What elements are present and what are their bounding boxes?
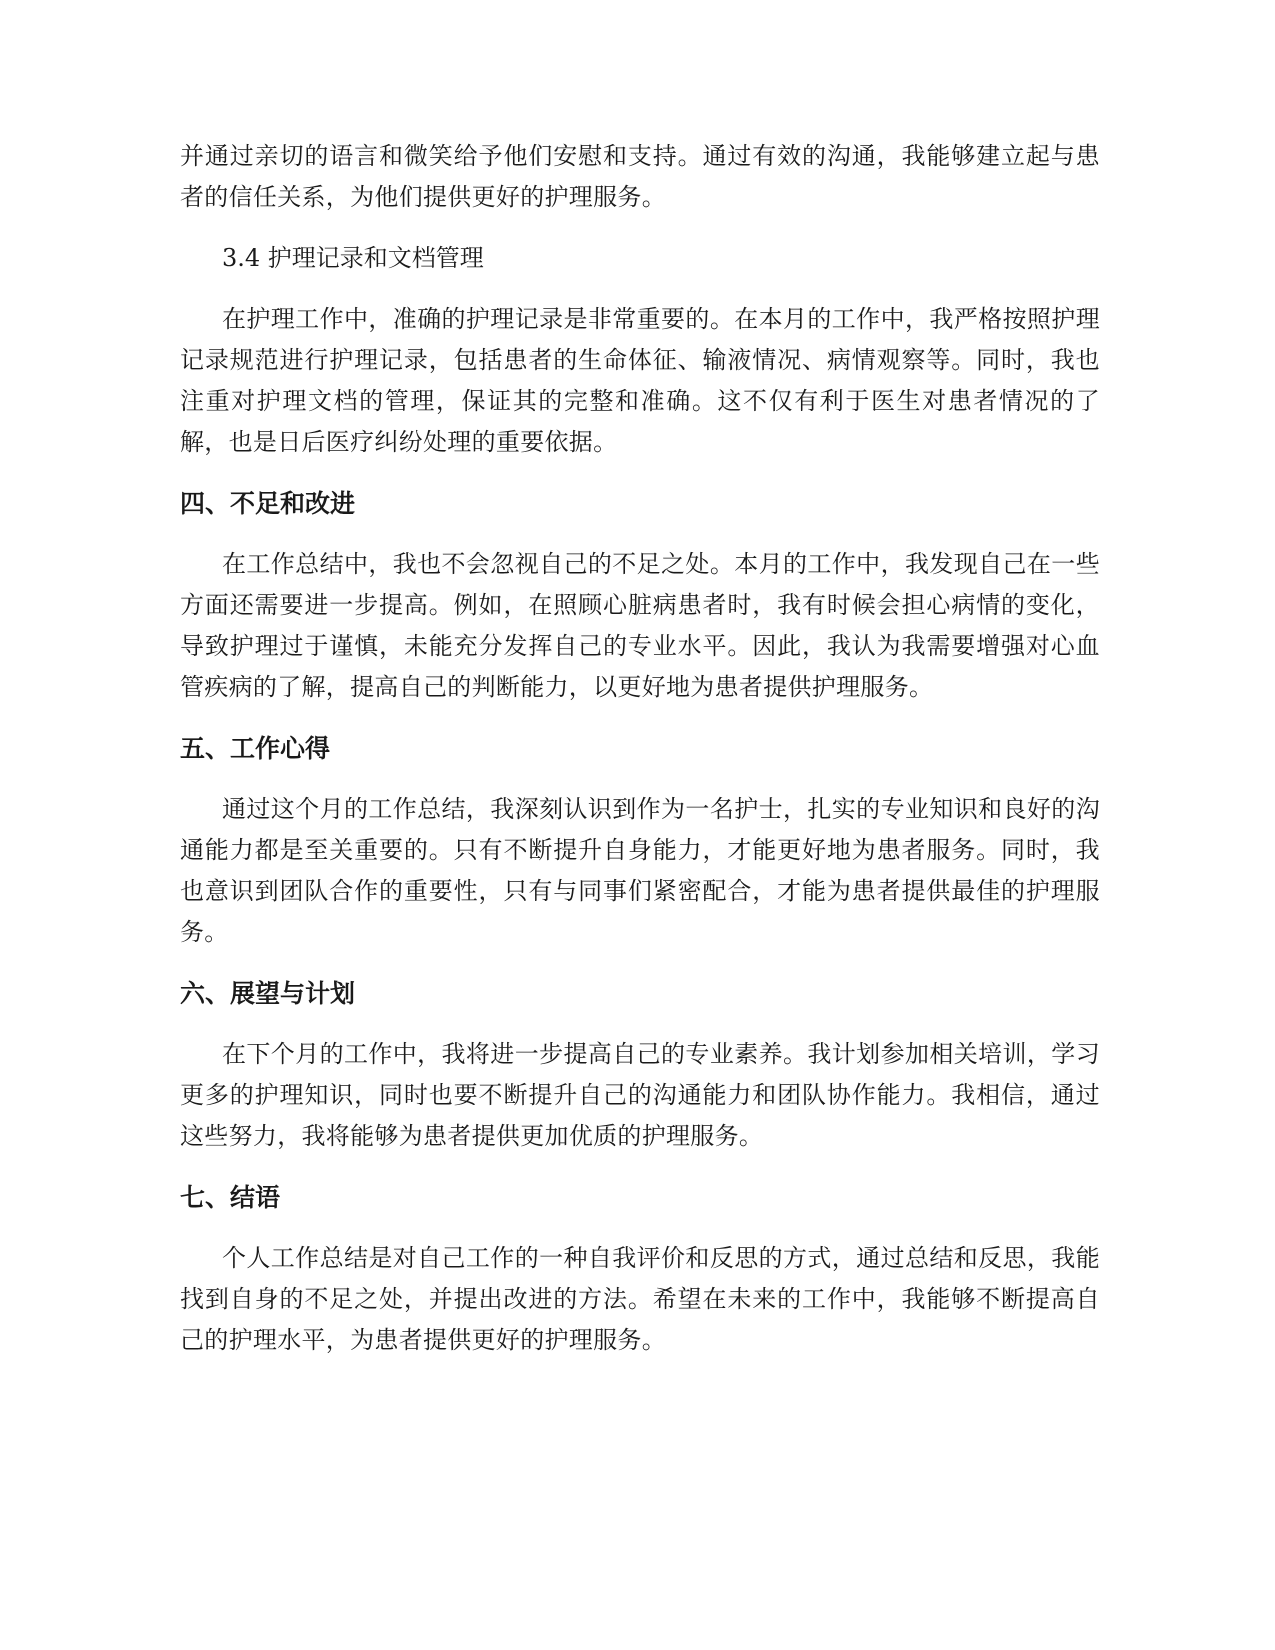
- heading-section-7: 七、结语: [180, 1183, 281, 1212]
- paragraph-section-6: 在下个月的工作中，我将进一步提高自己的专业素养。我计划参加相关培训，学习更多的护理知识，同时也要不断提升自己的沟通能力和团队协作能力。我相信，通过这些努力，我将能够为患者提供更加优质的护理服务。: [180, 1040, 1100, 1150]
- paragraph-3-4: 在护理工作中，准确的护理记录是非常重要的。在本月的工作中，我严格按照护理记录规范进行护理记录，包括患者的生命体征、输液情况、病情观察等。同时，我也注重对护理文档的管理，保证其的完整和准确。这不仅有利于医生对患者情况的了解，也是日后医疗纠纷处理的重要依据。: [180, 305, 1100, 456]
- paragraph-intro: 并通过亲切的语言和微笑给予他们安慰和支持。通过有效的沟通，我能够建立起与患者的信任关系，为他们提供更好的护理服务。: [180, 142, 1100, 211]
- heading-section-5: 五、工作心得: [180, 734, 331, 763]
- paragraph-section-5: 通过这个月的工作总结，我深刻认识到作为一名护士，扎实的专业知识和良好的沟通能力都是至关重要的。只有不断提升自身能力，才能更好地为患者服务。同时，我也意识到团队合作的重要性，只有与同事们紧密配合，才能为患者提供最佳的护理服务。: [180, 795, 1100, 946]
- heading-section-6: 六、展望与计划: [180, 979, 356, 1008]
- paragraph-section-7: 个人工作总结是对自己工作的一种自我评价和反思的方式，通过总结和反思，我能找到自身的不足之处，并提出改进的方法。希望在未来的工作中，我能够不断提高自己的护理水平，为患者提供更好的护理服务。: [180, 1244, 1100, 1354]
- document-page: [180, 136, 1100, 1361]
- paragraph-section-4: 在工作总结中，我也不会忽视自己的不足之处。本月的工作中，我发现自己在一些方面还需要进一步提高。例如，在照顾心脏病患者时，我有时候会担心病情的变化，导致护理过于谨慎，未能充分发挥自己的专业水平。因此，我认为我需要增强对心血管疾病的了解，提高自己的判断能力，以更好地为患者提供护理服务。: [180, 550, 1100, 701]
- subheading-3-4: 3.4 护理记录和文档管理: [222, 244, 484, 272]
- heading-section-4: 四、不足和改进: [180, 489, 356, 518]
